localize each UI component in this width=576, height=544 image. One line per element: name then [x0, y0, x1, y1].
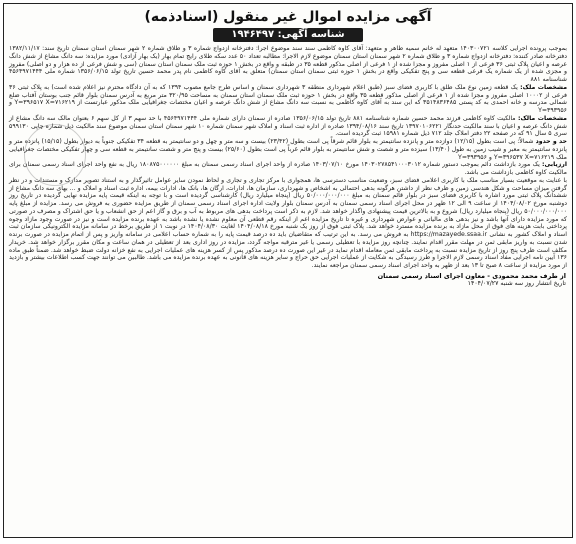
notice-title: آگهی مزایده اموال غیر منقول (اسناد‌ذمه)	[144, 9, 432, 25]
section-text: یک قطعه زمین نوع ملک طلق با کاربری فضای سبز (طبق اعلام شهرداری منطقه ۳ شهرداری سمنان و اساس طرح جامع مصوب ۱۳۹۴ که به آن دادگاه محترم نیز اعلام شده است) به پلاک ثبتی ۳۶ فرعی از ۱۰۰۰۲ اصلی مفروز و مجزا شده از ۱ فرعی از اصلی مذکور قطعه ۳۵ واقع در بخش ۱ حوزه ثبت ملک سمنان استان سمنان به مساحت ۳۲۰/۹۵ متر مربع به آدرس سمنان بلوار قائم جنب بوستان آفتاب ضلع شمالی مدرسه و خانه احمدی به کد پستی ۳۵۱۴۸۳۶۴۸۵ که این سند به آقای کاوه کاظمی به نسبت سه دانگ مشاع از شش دانگ عرصه و اعیان مختصات جغرافیایی ملک مذکور عبارتست از Y=۳۹۶۵۱۷ X=۷۱۶۲۱۹ و Y=۳۹۳۹۵۶	[9, 83, 567, 114]
section-heading: ارزیابی:	[542, 161, 567, 169]
section-text: با عنایت به موقعیت بسیار مناسب ملک با کاربری اعلامی فضای سبز، وضعیت مناسب دسترسی ها، همجواری با مرکز تجاری و تجاری و لحاظ نمودن سایر عوامل تاثیرگذار و به استناد تصویر مدارک و مستندات و در نظر گرفتن میزان مساحت و شکل هندسی زمین و ظرف نظر از داشتن هرگونه بدهی احتمالی به اشخاص و شهرداری، سازمان ها، ادارات، ارگان ها، بانک ها، ادارات بیمه، اداره ثبت اسناد و املاک و ... بهای سه دانگ مشاع از ششدانگ پلاک ثبتی مورد اشاره با کاربری فضای سبز در بلوار قائم سمنان به مبلغ ۵۰/۰۰۰/۰۰۰/۰۰۰ ریال (پنجاه میلیارد ریال) کارشناسی گردیده است و با توجه به اینکه قیمت پایه مزایده نهایی گردیده در تاریخ روز دوشنبه مورخ ۱۴۰۴/۰۸/۰۲ از ساعت ۹ الی ۱۲ ظهر در محل اجرای اسناد رسمی سمنان به آدرس سمنان بلوار ولایت اداره اجرای اسناد رسمی سمنان از طریق مزایده حضوری به فروش می رسد. مزایده از مبلغ پایه ۵۰/۰۰۰/۰۰۰/۰۰۰ ریال (پنجاه میلیارد ریال) شروع و به بالاترین قیمت پیشنهادی واگذار خواهد شد. لازم به ذکر است پرداخت بدهی های مربوط به آب و برق و گاز اعم از حق انشعاب و یا حق اشتراک و مصرف در صورتی که مورد مزایده دارای آنها باشد و نیز بدهی های مالیاتی و عوارض شهرداری و غیره تا تاریخ مزایده اعم از اینکه رقم قطعی آن معلوم نشده یا نشده باشد به عهده برنده مزایده است و نیز در صورت وجود مازاد وجوه پرداختی بابت هزینه های فوق از محل مازاد به برنده مزایده مسترد خواهد شد. پلاک ثبتی فوق از روز یک شنبه مورخ ۱۴۰۴/۰۸/۱۸ لغایت ۱۴۰۴/۰۸/۳۰ در نوبت ۱ از طریق برخط در سامانه مزایده الکترونیکی سازمان ثبت اسناد و املاک کشور به نشانی https://mazayede.ssaa.ir به فروش می رسد. به این ترتیب که متقاضیان باید ده درصد قیمت پایه را به شماره حساب اعلامی در سامانه واریز و پس از اتمام مزایده در صورت برنده شدن نسبت به واریز مابقی ثمن در مهلت مقرر اقدام نمایند. چنانچه روز مزایده با تعطیلی رسمی یا غیر مترقبه مواجه گردد، مزایده در روز اداری بعد از تعطیلی در همان ساعت و مکان مقرر برگزار خواهد شد. خریدار مکلف است ظرف پنج روز از تاریخ مزایده نسبت به پرداخت مابقی ثمن معامله اقدام نماید در غیر این صورت ده درصد مذکور پس از کسر هزینه های عملیات اجرایی به نفع خزانه دولت ضبط خواهد شد. ضمناً طبق ماده ۱۳۶ آیین نامه اجرایی مفاد اسناد رسمی لازم الاجرا و طرز رسیدگی به شکایت از عملیات اجرایی حق حراج و سایر هزینه های قانونی به عهده برنده مزایده می باشد. طالبین می توانند جهت کسب اطلاعات بیشتر و بازدید از مورد مزایده از ساعت ۸ صبح تا ۱۳ بعد از ظهر به واحد اجرای اسناد رسمی سمنان مراجعه نمایند.	[9, 176, 568, 269]
section-terms	[9, 177, 567, 270]
signature-line: از طرف محمد محمودی - معاون اجرای اسناد رسمی سمنان	[377, 271, 566, 280]
notice-page	[3, 3, 573, 538]
section-owner	[9, 115, 567, 138]
section-boundaries	[9, 138, 567, 161]
section-text: یک مورد بازداشت دائم بموجب دستور شماره ۱۴۰۳۰۲۷۸۵۴۱۰۰۰۳۰۱۲ مورخ ۱۴۰۳/۰۷/۱۰ صادره از واحد اجرای اسناد رسمی سمنان به مبلغ ۱۸۰۸۷۵۰۰۰۰۰۰ ریال به نفع واحد اجرای اسناد رسمی سمنان برای مالکیت کاوه کاظمی بازداشت می باشد.	[9, 161, 567, 176]
section-property	[9, 84, 567, 115]
section-heading: حد و حدود	[535, 138, 568, 145]
section-appraisal	[9, 161, 567, 177]
section-text: شمالاً: پی است بطول (۱۲/۱۵) دوازده متر و پانزده سانتیمتر به بلوار قائم شرقاً پی است بطول (۲۳/۴۲) بیست و سه متر و چهل و دو سانتیمتر به قطعه ۳۴ تفکیکی جنوباً به دیوار بطول (۱۵/۱۵) پانزده متر و پانزده سانتیمتر به معبر و شیب زمین به طول (۱۳/۴۰) سیزده متر و شصت و شش سانتیمتر به بلوار قائم غرباً پی است بطول (۲۵/۶۰) بیست و پنج متر و شصت سانتیمتر به قطعه سی و چهار تفکیکی مختصات جغرافیایی ملک Y=۳۹۶۵۳۷ X=۷۱۶۲۱۹ و Y=۳۹۳۹۵۶	[9, 138, 567, 161]
notice-id-badge: شناسه آگهی: ۱۹۴۶۴۹۷	[213, 28, 363, 42]
section-text: مالکیت کاوه کاظمی فرزند محمد حسین شماره شناسنامه ۸۸۱ تاریخ تولد ۱۳۵۶/۰۶/۱۵ صادره از سمنان دارای شماره ملی ۴۵۶۴۹۷۱۴۴۴ با حد سهم ۳ از کل سهم ۶ بعنوان مالک سه دانگ مشاع از شش دانگ عرصه و اعیان با سند مالکیت حدنگار ۱۳۹۷۰۱۰۶۲۲۱ تاریخ سند ۱۳۹۴/۰۸/۱۶ صادره از اداره ثبت اسناد و املاک شهر سمنان شماره ۱۰ شهر سمنان استان سمنان موضوع سند مالکیت ذیل شماره چاپی ۵۹۹۱۳۰ سری ۵ سال ۹۱ که در صفحه ۲۲ دفتر املاک جلد ۷۱۲ ذیل شماره ۱۵۹۸۱ ثبت گردیده است.	[9, 114, 567, 138]
intro-paragraph: بموجب پرونده اجرایی کلاسه ۱۴۰۳۰۰۷۲۱ متعهد له خانم سمیه طاهر و متعهد: آقای کاوه کاظمی سند سند موضوع اجرا: دفترخانه ازدواج شماره ۳ و طلاق شماره ۲ شهر سمنان استان سمنان تاریخ سند: ۱۳۸۲/۱۱/۱۷ دفترخانه صادر کننده: دفترخانه ازدواج شماره ۳ و طلاق شماره ۲ شهر سمنان استان سمنان موضوع لازم الاجرا: مطالبه تعداد ۵۰ عدد سکه طلای رایج تمام بهار (یک بهار آزادی) مورد مزایده: سه دانگ مشاع از شش دانگ عرصه و اعیان پلاک ثبتی ۳۶ فرعی از ۱ اصلی مفروز و مجزا شده از ۱ فرعی از اصلی مذکور قطعه ۳۵ در طبقه و واقع در بخش ۱ حوزه ثبت ملک سمنان استان سمنان (سی و شش فرعی از ده هزار و دو اصلی) مفروز و مجزی شده از یک شماره یک فرعی قطعه سی و پنج تفکیکی واقع در بخش ۱ حوزه ثبتی سمنان استان سمنان) متعلق به آقای کاوه کاظمی نام پدر محمد حسین تاریخ تولد ۱۳۵۶/۰۶/۱۵ شماره ملی ۴۵۶۴۹۷۱۴۴۴ شناسنامه ۸۸۱	[9, 45, 568, 83]
section-heading: مشخصات مالک:	[517, 114, 568, 122]
section-heading: مشخصات ملک:	[520, 83, 568, 91]
stamp-mark	[24, 124, 86, 186]
publish-date: تاریخ انتشار روز سه شنبه ۱۴۰۴/۰۷/۲۷	[467, 279, 566, 287]
notice-body	[4, 45, 572, 270]
